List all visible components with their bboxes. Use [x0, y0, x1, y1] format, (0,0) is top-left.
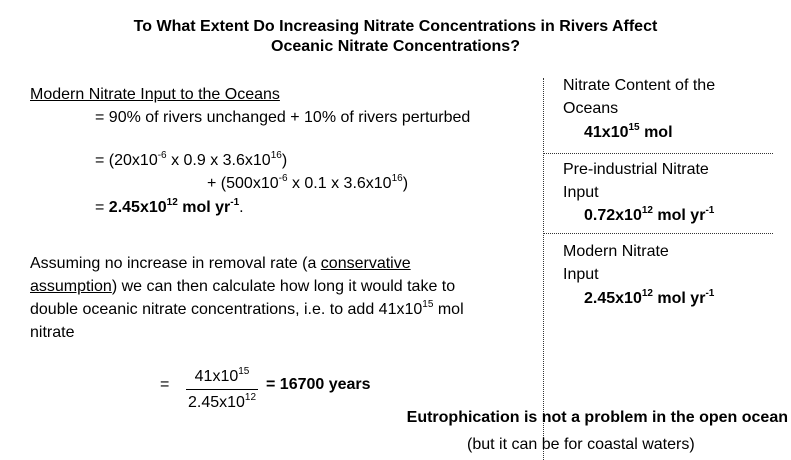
section-heading: Modern Nitrate Input to the Oceans — [30, 86, 280, 103]
modern-input-label-line1: Modern Nitrate — [563, 243, 669, 260]
page-title-line2: Oceanic Nitrate Concentrations? — [271, 38, 520, 55]
paragraph-line3: double oceanic nitrate concentrations, i.e. to add $41x10^{15}$ mol — [30, 299, 464, 318]
fraction — [186, 368, 258, 412]
fraction-answer: = 16700 years — [266, 376, 371, 393]
equation-line1: = ($20x10^{-6}$ x 0.9 x $3.6x10^{16}$) — [95, 150, 288, 169]
column-divider — [543, 78, 544, 460]
paragraph-line2: assumption) we can then calculate how long it would take to — [30, 278, 456, 295]
preindustrial-label-line2: Input — [563, 184, 599, 201]
paragraph-line1: Assuming no increase in removal rate (a conservative — [30, 255, 411, 272]
ocean-content-label-line1: Nitrate Content of the — [563, 77, 716, 94]
box-divider-2 — [543, 233, 773, 234]
paragraph-line4: nitrate — [30, 324, 75, 341]
conclusion-note: (but it can be for coastal waters) — [467, 436, 695, 453]
fraction-equals: = — [160, 376, 170, 393]
box-divider-1 — [543, 153, 773, 154]
fraction-denominator: $2.45x10^{12}$ — [187, 392, 257, 411]
conclusion: Eutrophication is not a problem in the open ocean — [406, 409, 788, 426]
equation-line2: + ($500x10^{-6}$ x 0.1 x $3.6x10^{16}$) — [207, 173, 409, 192]
ocean-content-label-line2: Oceans — [563, 100, 619, 117]
equation-result: = $2.45x10^{12}$ mol $yr^{-1}$. — [95, 197, 244, 216]
fraction-numerator: $41x10^{15}$ — [194, 366, 250, 385]
ocean-content-value: $41x10^{15}$ mol — [584, 122, 673, 141]
fraction-bar — [186, 389, 258, 390]
split-line: = 90% of rivers unchanged + 10% of rivers perturbed — [95, 109, 471, 126]
preindustrial-value: $0.72x10^{12}$ mol $yr^{-1}$ — [584, 205, 715, 224]
preindustrial-label-line1: Pre-industrial Nitrate — [563, 161, 709, 178]
page-title-line1: To What Extent Do Increasing Nitrate Concentrations in Rivers Affect — [133, 18, 658, 35]
modern-input-value: $2.45x10^{12}$ mol $yr^{-1}$ — [584, 288, 715, 307]
modern-input-label-line2: Input — [563, 266, 599, 283]
